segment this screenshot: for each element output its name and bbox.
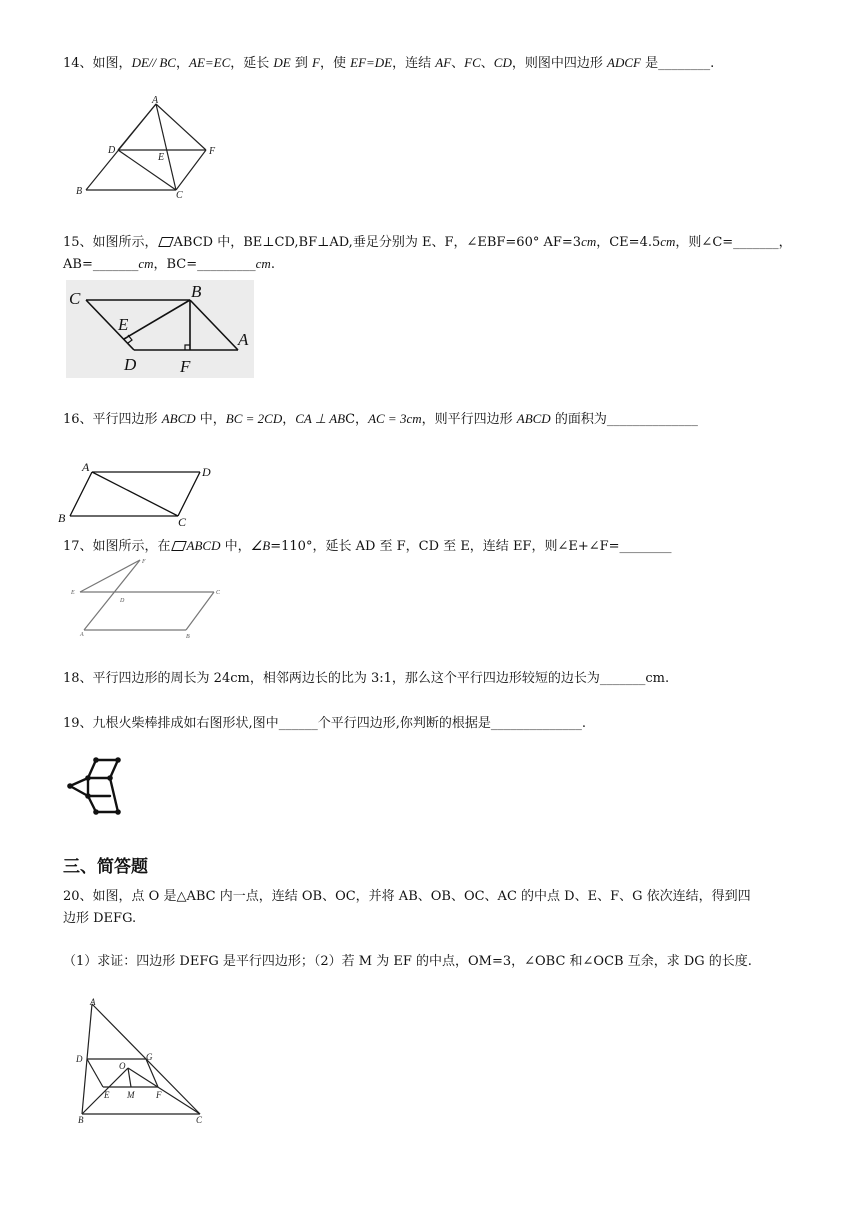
label-A: A — [80, 632, 84, 638]
q17-figure — [66, 556, 226, 642]
q14-sep: 、 — [480, 56, 494, 71]
q14-seg: ADCF — [607, 55, 641, 70]
matchstick — [110, 760, 118, 778]
question-20-parts: （1）求证：四边形 DEFG 是平行四边形；（2）若 M 为 EF 的中点，OM=3，∠OBC 和∠OCB 互余，求 DG 的长度. — [63, 954, 752, 969]
line-FC — [176, 150, 206, 190]
label-B: B — [186, 634, 190, 640]
matchstick — [70, 786, 88, 796]
q14-sep: 到 — [290, 56, 313, 71]
q15-text: ，则∠C= — [675, 235, 734, 250]
q16-math: CA ⊥ AB — [295, 411, 346, 426]
label-B: B — [191, 282, 202, 301]
label-D: D — [124, 355, 137, 374]
question-20-line2: 边形 DEFG. — [63, 911, 137, 926]
label-O: O — [119, 1061, 126, 1071]
q14-text: 如图， — [92, 56, 132, 71]
q16-math: AC = 3cm — [368, 411, 422, 426]
q15-text: AB= — [63, 257, 93, 272]
label-C: C — [178, 515, 187, 528]
q16-text: 中， — [195, 412, 226, 427]
q17-answer-blank[interactable]: ________ — [619, 539, 672, 554]
q16-figure — [56, 460, 216, 528]
q16-text: 的面积为 — [550, 412, 607, 427]
label-A: A — [82, 460, 90, 474]
q14-seg: F — [312, 55, 320, 70]
label-F: F — [156, 1090, 162, 1100]
q14-seg: EF=DE — [350, 55, 393, 70]
q17-math: ABCD — [186, 538, 221, 553]
line-AF — [84, 560, 140, 630]
line-OC — [128, 1068, 200, 1114]
q16-math: ABCD — [161, 411, 196, 426]
section-heading: 三、简答题 — [63, 857, 148, 877]
line-DE — [87, 1059, 103, 1087]
question-16 — [63, 408, 698, 431]
q14-sep: 、 — [451, 56, 465, 71]
q14-sep: ，使 — [319, 56, 351, 71]
q15-text: ， — [778, 235, 792, 250]
matchstick — [88, 760, 96, 778]
label-A: A — [238, 330, 249, 349]
label-B: B — [76, 186, 83, 197]
q17-text: 中， — [220, 539, 251, 554]
line-CD — [118, 150, 176, 190]
label-E: E — [104, 1090, 110, 1100]
question-20-line1: 20、如图，点 O 是△ABC 内一点，连结 OB、OC，并将 AB、OB、OC、AC 的中点 D、E、F、G 依次连结，得到四 — [63, 889, 751, 904]
q15-text: ，BC= — [153, 257, 198, 272]
q19-text: 19、九根火柴棒排成如右图形状,图中 — [63, 716, 279, 731]
line-AF — [156, 104, 206, 150]
q18-text: 18、平行四边形的周长为 24cm，相邻两边长的比为 3:1，那么这个平行四边形较短的边长为 — [63, 671, 600, 686]
q19-text: 个平行四边形,你判断的根据是 — [317, 716, 491, 731]
q14-number: 14、 — [63, 56, 93, 71]
q19-answer-blank-2[interactable]: ______________ — [490, 716, 582, 731]
q19-end: . — [581, 716, 586, 731]
q17-text: =110°，延长 AD 至 F，CD 至 E，连结 EF，则∠E+∠F= — [270, 539, 620, 554]
q15-text: . — [270, 257, 275, 272]
q14-end: . — [710, 56, 715, 71]
q15-answer-blank-3[interactable]: _________ — [197, 257, 256, 272]
label-A: A — [152, 95, 159, 106]
label-B: B — [58, 511, 66, 525]
label-F: F — [142, 559, 146, 565]
question-14 — [63, 52, 714, 75]
q14-seg: DE — [273, 55, 291, 70]
q14-answer-blank[interactable]: ________ — [658, 56, 711, 71]
q17-text: 17、如图所示，在 — [63, 539, 171, 554]
q14-cond-2: AE=EC — [189, 55, 231, 70]
line-CB — [186, 592, 214, 630]
unit-cm: cm — [138, 256, 154, 271]
figure-background — [66, 280, 254, 378]
question-15-line2 — [63, 253, 275, 276]
q14-figure — [72, 94, 232, 200]
parallelogram-icon — [158, 237, 174, 247]
label-M: M — [127, 1090, 135, 1100]
label-E: E — [71, 590, 75, 596]
parallelogram-icon — [171, 541, 187, 551]
line-AC — [92, 472, 178, 516]
line-AB — [70, 472, 92, 516]
q16-answer-blank[interactable]: ______________ — [606, 412, 698, 427]
q14-seg: FC — [464, 55, 481, 70]
q19-matchsticks-figure — [62, 752, 130, 818]
label-A: A — [90, 997, 96, 1007]
question-17 — [63, 535, 672, 558]
q14-sep: ，连结 — [392, 56, 436, 71]
label-D: D — [202, 465, 211, 479]
q15-answer-blank-2[interactable]: _______ — [92, 257, 139, 272]
label-C: C — [69, 289, 81, 308]
question-18 — [63, 668, 669, 690]
unit-cm: cm — [660, 234, 676, 249]
q15-figure — [66, 280, 254, 378]
q18-end: cm. — [645, 671, 670, 686]
label-C: C — [176, 190, 183, 200]
line-OM — [128, 1068, 131, 1087]
q14-sep: ，延长 — [230, 56, 274, 71]
q20-figure — [72, 996, 212, 1126]
label-E: E — [158, 152, 165, 163]
q14-seg: CD — [493, 55, 512, 70]
q16-text: 16、平行四边形 — [63, 412, 162, 427]
q15-text: ABCD 中，BE⊥CD,BF⊥AD,垂足分别为 E、F，∠EBF=60° AF=3 — [173, 235, 582, 250]
line-EF — [80, 560, 140, 592]
question-19 — [63, 713, 586, 735]
q16-text: ， — [282, 412, 296, 427]
label-F: F — [180, 357, 191, 376]
label-F: F — [209, 146, 216, 157]
label-E: E — [118, 315, 129, 334]
line-AC — [156, 104, 176, 190]
label-G: G — [146, 1052, 153, 1062]
q14-sep: 是 — [640, 56, 659, 71]
q14-seg: AF — [435, 55, 452, 70]
matchstick — [110, 778, 118, 812]
label-D: D — [108, 145, 116, 156]
label-B: B — [78, 1115, 84, 1125]
unit-cm: cm — [581, 234, 597, 249]
q14-sep: ，则图中四边形 — [511, 56, 607, 71]
label-D: D — [76, 1054, 83, 1064]
q16-text: C， — [345, 412, 369, 427]
matchstick — [70, 778, 88, 786]
q16-math: BC = 2CD — [225, 411, 283, 426]
label-C: C — [196, 1115, 203, 1125]
label-C: C — [216, 590, 221, 596]
q15-answer-blank-1[interactable]: _______ — [733, 235, 779, 250]
question-15 — [63, 231, 792, 254]
q15-text: 15、如图所示， — [63, 235, 158, 250]
q16-math: ABCD — [516, 411, 551, 426]
q14-cond-1: DE// BC — [131, 55, 176, 70]
q19-answer-blank-1[interactable]: ______ — [278, 716, 318, 731]
q14-sep: ， — [175, 56, 189, 71]
q15-text: ，CE=4.5 — [596, 235, 661, 250]
label-D: D — [120, 598, 125, 604]
q18-answer-blank[interactable]: _______ — [599, 671, 646, 686]
q17-math: ∠B — [250, 538, 271, 553]
q16-text: ，则平行四边形 — [421, 412, 517, 427]
line-DC — [178, 472, 200, 516]
unit-cm: cm — [255, 256, 271, 271]
line-DA — [118, 104, 156, 150]
